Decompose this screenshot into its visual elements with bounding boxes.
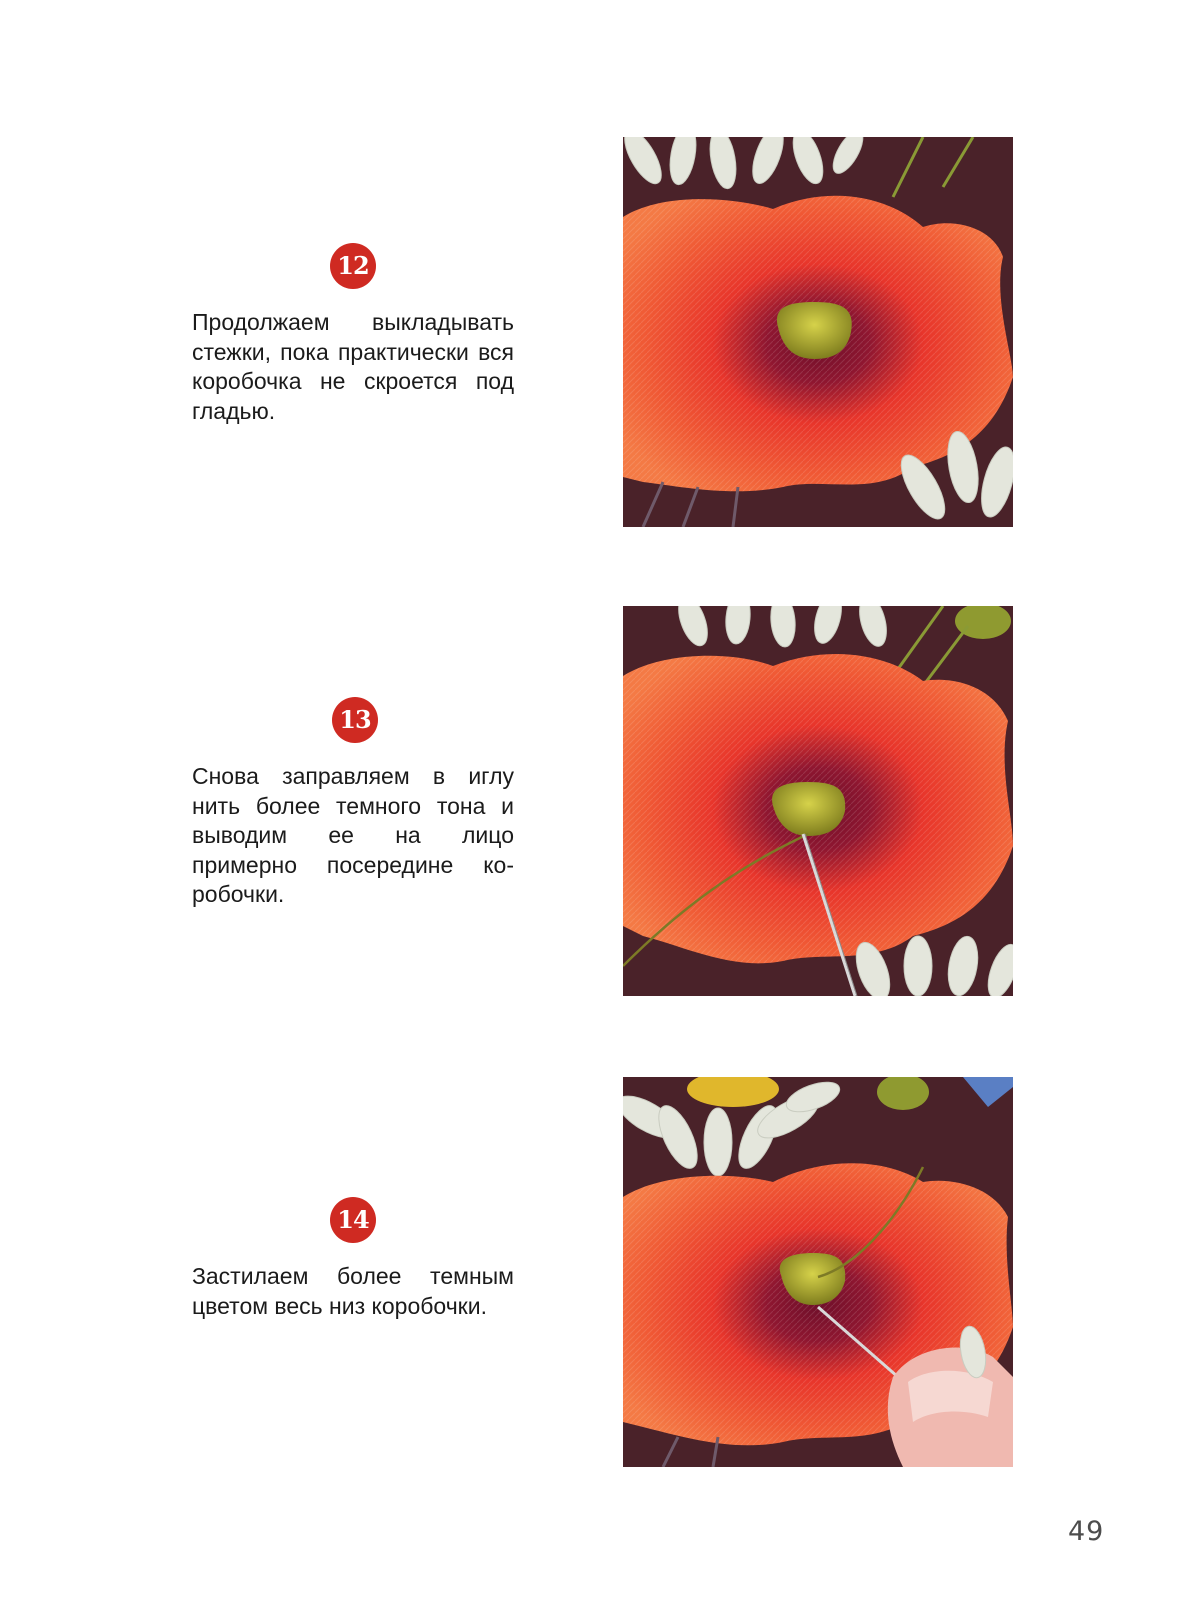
step-number-badge: 13: [332, 697, 378, 743]
embroidery-photo-step-14: [623, 1077, 1013, 1467]
poppy-embroidery-image: [623, 137, 1013, 527]
page-number: 49: [1068, 1516, 1105, 1547]
step-number-badge: 12: [330, 243, 376, 289]
embroidery-photo-step-12: [623, 137, 1013, 527]
poppy-embroidery-needle-image: [623, 606, 1013, 996]
embroidery-photo-step-13: [623, 606, 1013, 996]
step-instruction-text: Снова заправляем в иглу нить более темного тона и выводим ее на лицо примерно посередине коробочки.: [192, 763, 514, 907]
step-instruction-text: Застилаем более темным цветом весь низ коробочки.: [192, 1263, 514, 1319]
poppy-embroidery-finger-image: [623, 1077, 1013, 1467]
step-instruction-text: Продолжаем выкладывать стежки, пока практически вся коробочка не скроется под гладью.: [192, 309, 514, 424]
step-number-badge: 14: [330, 1197, 376, 1243]
